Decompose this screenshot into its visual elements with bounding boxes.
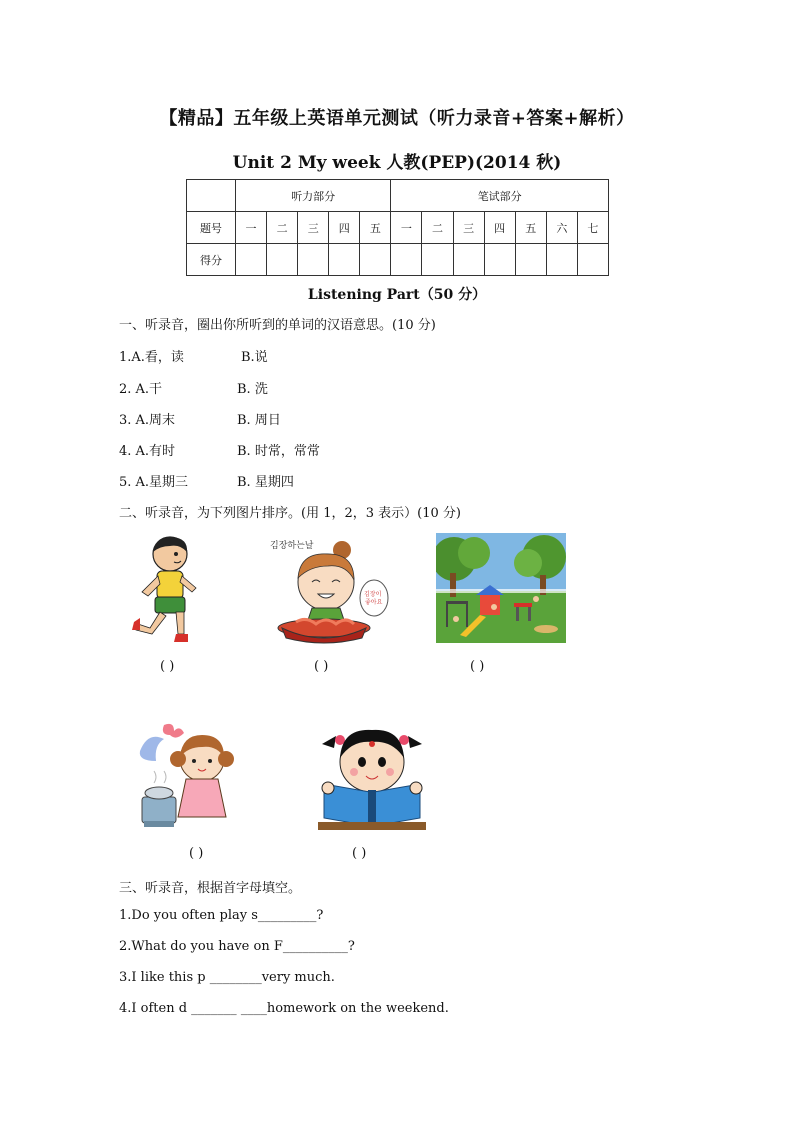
score-cell[interactable] (298, 244, 329, 276)
fill-blank-question[interactable]: 1.Do you often play s_________? (119, 908, 324, 923)
order-answer-bracket[interactable]: ( ) (470, 659, 485, 674)
score-cell[interactable] (546, 244, 577, 276)
order-answer-bracket[interactable]: ( ) (189, 846, 204, 861)
boy-running-icon (130, 534, 202, 646)
col-header: 一 (236, 212, 267, 244)
score-cell[interactable] (453, 244, 484, 276)
girl-reading-book-icon (318, 722, 426, 830)
col-header: 五 (360, 212, 391, 244)
written-part-header: 笔试部分 (391, 180, 609, 212)
girl-cooking-icon (134, 721, 244, 831)
section1-option-b[interactable]: B. 时常，常常 (237, 444, 320, 459)
svg-text:좋아요: 좋아요 (365, 599, 383, 606)
col-header: 二 (267, 212, 298, 244)
document-subtitle: Unit 2 My week 人教(PEP)(2014 秋) (232, 153, 562, 173)
col-header: 四 (329, 212, 360, 244)
col-header: 二 (422, 212, 453, 244)
section1-option-a[interactable]: 4. A.有时 (119, 444, 176, 459)
col-header: 六 (546, 212, 577, 244)
section2-instruction: 二、听录音，为下列图片排序。(用 1，2，3 表示）(10 分) (119, 506, 461, 521)
svg-text:김장하는날: 김장하는날 (270, 541, 314, 551)
listening-part-heading: Listening Part（50 分） (307, 287, 487, 303)
section1-option-b[interactable]: B. 星期四 (237, 475, 294, 490)
row-label-number: 题号 (187, 212, 236, 244)
girl-washing-clothes-icon (266, 536, 390, 644)
score-table-corner (187, 180, 236, 212)
section1-option-b[interactable]: B. 周日 (237, 413, 281, 428)
score-cell[interactable] (329, 244, 360, 276)
score-cell[interactable] (577, 244, 608, 276)
order-answer-bracket[interactable]: ( ) (314, 659, 329, 674)
section1-option-a[interactable]: 3. A.周末 (119, 413, 176, 428)
section1-option-b[interactable]: B.说 (241, 350, 268, 365)
col-header: 五 (515, 212, 546, 244)
svg-text:김장이: 김장이 (364, 591, 382, 598)
score-cell[interactable] (391, 244, 422, 276)
col-header: 一 (391, 212, 422, 244)
fill-blank-question[interactable]: 2.What do you have on F__________? (119, 939, 355, 954)
col-header: 三 (453, 212, 484, 244)
score-table (186, 179, 609, 276)
playground-park-icon (436, 533, 566, 643)
section1-instruction: 一、听录音，圈出你所听到的单词的汉语意思。(10 分) (119, 318, 436, 333)
score-cell[interactable] (236, 244, 267, 276)
order-answer-bracket[interactable]: ( ) (352, 846, 367, 861)
row-label-score: 得分 (187, 244, 236, 276)
fill-blank-question[interactable]: 4.I often d _______ ____homework on the weekend. (119, 1001, 449, 1016)
col-header: 七 (577, 212, 608, 244)
score-cell[interactable] (515, 244, 546, 276)
question-number-row (187, 212, 609, 244)
score-row (187, 244, 609, 276)
col-header: 四 (484, 212, 515, 244)
fill-blank-question[interactable]: 3.I like this p ________very much. (119, 970, 335, 985)
order-answer-bracket[interactable]: ( ) (160, 659, 175, 674)
listening-part-header: 听力部分 (236, 180, 391, 212)
score-cell[interactable] (484, 244, 515, 276)
score-cell[interactable] (360, 244, 391, 276)
section1-option-a[interactable]: 1.A.看，读 (119, 350, 184, 365)
section3-instruction: 三、听录音，根据首字母填空。 (119, 881, 302, 896)
score-cell[interactable] (267, 244, 298, 276)
section1-option-b[interactable]: B. 洗 (237, 382, 268, 397)
section1-option-a[interactable]: 5. A.星期三 (119, 475, 189, 490)
score-cell[interactable] (422, 244, 453, 276)
col-header: 三 (298, 212, 329, 244)
section1-option-a[interactable]: 2. A.干 (119, 382, 163, 397)
document-title: 【精品】五年级上英语单元测试（听力录音+答案+解析） (159, 108, 635, 129)
